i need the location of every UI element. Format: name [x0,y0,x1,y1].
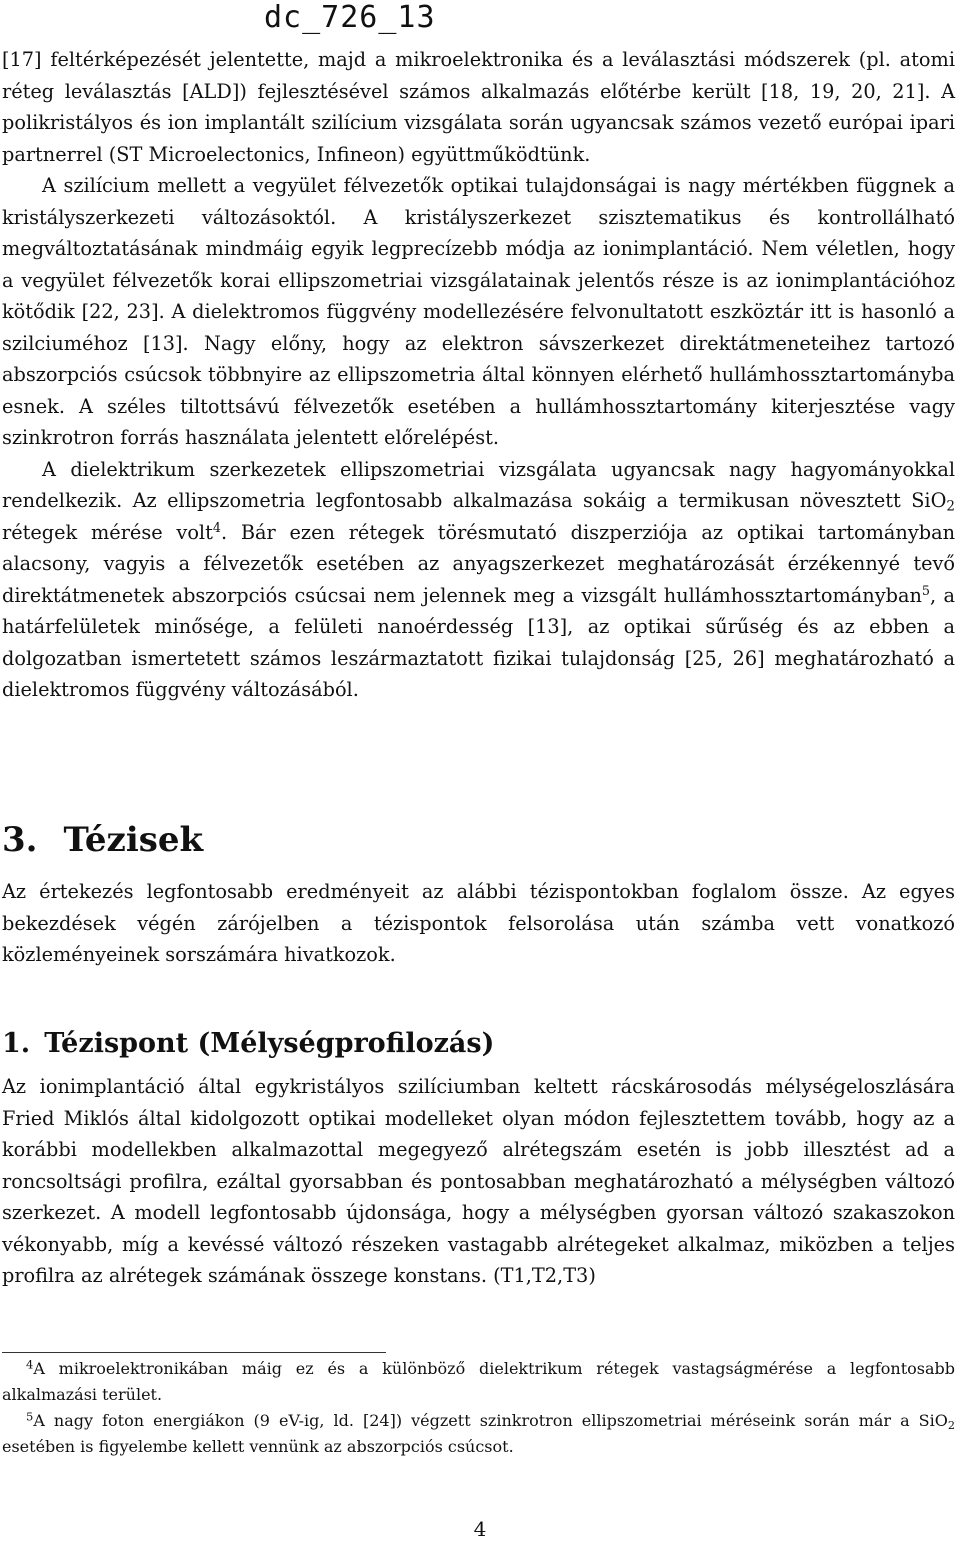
footnote-5-mark: 5 [26,1409,34,1424]
footnote-5-subscript: 2 [947,1418,955,1432]
footnotes-block [2,1356,955,1460]
footnote-5-text-a: A nagy foton energiákon (9 eV-ig, ld. [24]) végzett szinkrotron ellipszometriai méréseink során már a SiO [33,1411,948,1430]
footnote-reference-5[interactable]: 5 [921,583,930,599]
section-heading [2,820,203,860]
footnote-4-mark: 4 [26,1357,34,1372]
paragraph-intro-3-part-d: , a határfelületek minősége, a felületi nanoérdesség [13], az optikai sűrűség és az ebben a dolgozatban ismertetett számos leszármaztatott fizikai tulajdonság [25, 26] meghatározható a dielektromos függvény változásából. [2,583,955,701]
footnote-reference-4[interactable]: 4 [212,520,221,536]
paragraph-section-intro: Az értekezés legfontosabb eredményeit az alábbi tézispontokban foglalom össze. Az egyes bekezdések végén zárójelben a tézispontok felsorolása után számba vett vonatkozó közleményeinek sorszámára hivatkozok. [2,880,955,966]
paragraph-intro-3-part-a: A dielektrikum szerkezetek ellipszometriai vizsgálata ugyancsak nagy hagyományokkal rendelkezik. Az ellipszometria legfontosabb alkalmazása sokáig a termikusan növesztett SiO [2,457,955,512]
footnote-divider [2,1352,386,1353]
section-number: 3. [2,820,38,860]
footnote-4 [2,1356,955,1408]
paragraph-thesis: Az ionimplantáció által egykristályos szilíciumban keltett rácskárosodás mélységeloszlására Fried Miklós által kidolgozott optikai modelleket olyan módon fejlesztettem tovább, hogy az a korábbi modellekben alkalmazottal megegyező alrétegszám esetén is jobb illesztést ad a roncsoltsági profilra, ezáltal gyorsabban és pontosabban meghatározható a mélységben változó szerkezet. A modell legfontosabb újdonsága, hogy a mélységben gyorsan változó szakaszokon vékonyabb, míg a kevéssé változó részeken vastagabb alrétegeket alkalmaz, miközben a teljes profilra az alrétegek számának összege konstans. (T1,T2,T3) [2,1075,955,1287]
footnote-5 [2,1408,955,1460]
thesis-text-block [2,1071,955,1292]
intro-text-block [2,44,955,706]
section-title: Tézisek [63,820,204,860]
thesis-heading [2,1028,494,1059]
page-number: 4 [473,1517,487,1541]
paragraph-intro-3 [2,454,955,706]
section-intro-block [2,876,955,971]
subscript: 2 [946,498,955,515]
thesis-number: 1. [2,1028,31,1059]
paragraph-intro-1: [17] feltérképezését jelentette, majd a mikroelektronika és a leválasztási módszerek (pl. atomi réteg leválasztás [ALD]) fejlesztésével számos alkalmazás előtérbe került [18, 19, 20, 21]. A polikristályos és ion implantált szilícium vizsgálata során ugyancsak számos vezető európai ipari partnerrel (ST Microelectonics, Infineon) együttműködtünk. [2,48,955,166]
document-id-header: dc_726_13 [264,0,436,35]
paragraph-intro-2: A szilícium mellett a vegyület félvezetők optikai tulajdonságai is nagy mértékben függnek a kristályszerkezeti változásoktól. A kristályszerkezet szisztematikus és kontrollálható megváltoztatásának mindmáig egyik legprecízebb módja az ionimplantáció. Nem véletlen, hogy a vegyület félvezetők korai ellipszometriai vizsgálatainak jelentős része is az ionimplantációhoz kötődik [22, 23]. A dielektromos függvény modellezésére felvonultatott eszköztár itt is hasonló a szilciuméhoz [13]. Nagy előny, hogy az elektron sávszerkezet direktátmeneteihez tartozó abszorpciós csúcsok többnyire az ellipszometria által könnyen elérhető hullámhossztartományba esnek. A széles tiltottsávú félvezetők esetében a hullámhossztartomány kiterjesztése vagy szinkrotron forrás használata jelentett előrelépést. [2,174,955,449]
paragraph-intro-3-part-c: . Bár ezen rétegek törésmutató diszperziója az optikai tartományban alacsony, vagyis a félvezetők esetében az anyagszerkezet meghatározását érzékennyé tevő direktátmenetek abszorpciós csúcsai nem jelennek meg a vizsgált hullámhossztartományban [2,520,955,607]
thesis-title: Tézispont (Mélységprofilozás) [44,1028,495,1059]
paragraph-intro-3-part-b: rétegek mérése volt [2,520,213,544]
footnote-5-text-b: esetében is figyelembe kellett vennünk az abszorpciós csúcsot. [2,1437,514,1456]
footnote-4-text: A mikroelektronikában máig ez és a különböző dielektrikum rétegek vastagságmérése a legfontosabb alkalmazási terület. [2,1359,955,1404]
